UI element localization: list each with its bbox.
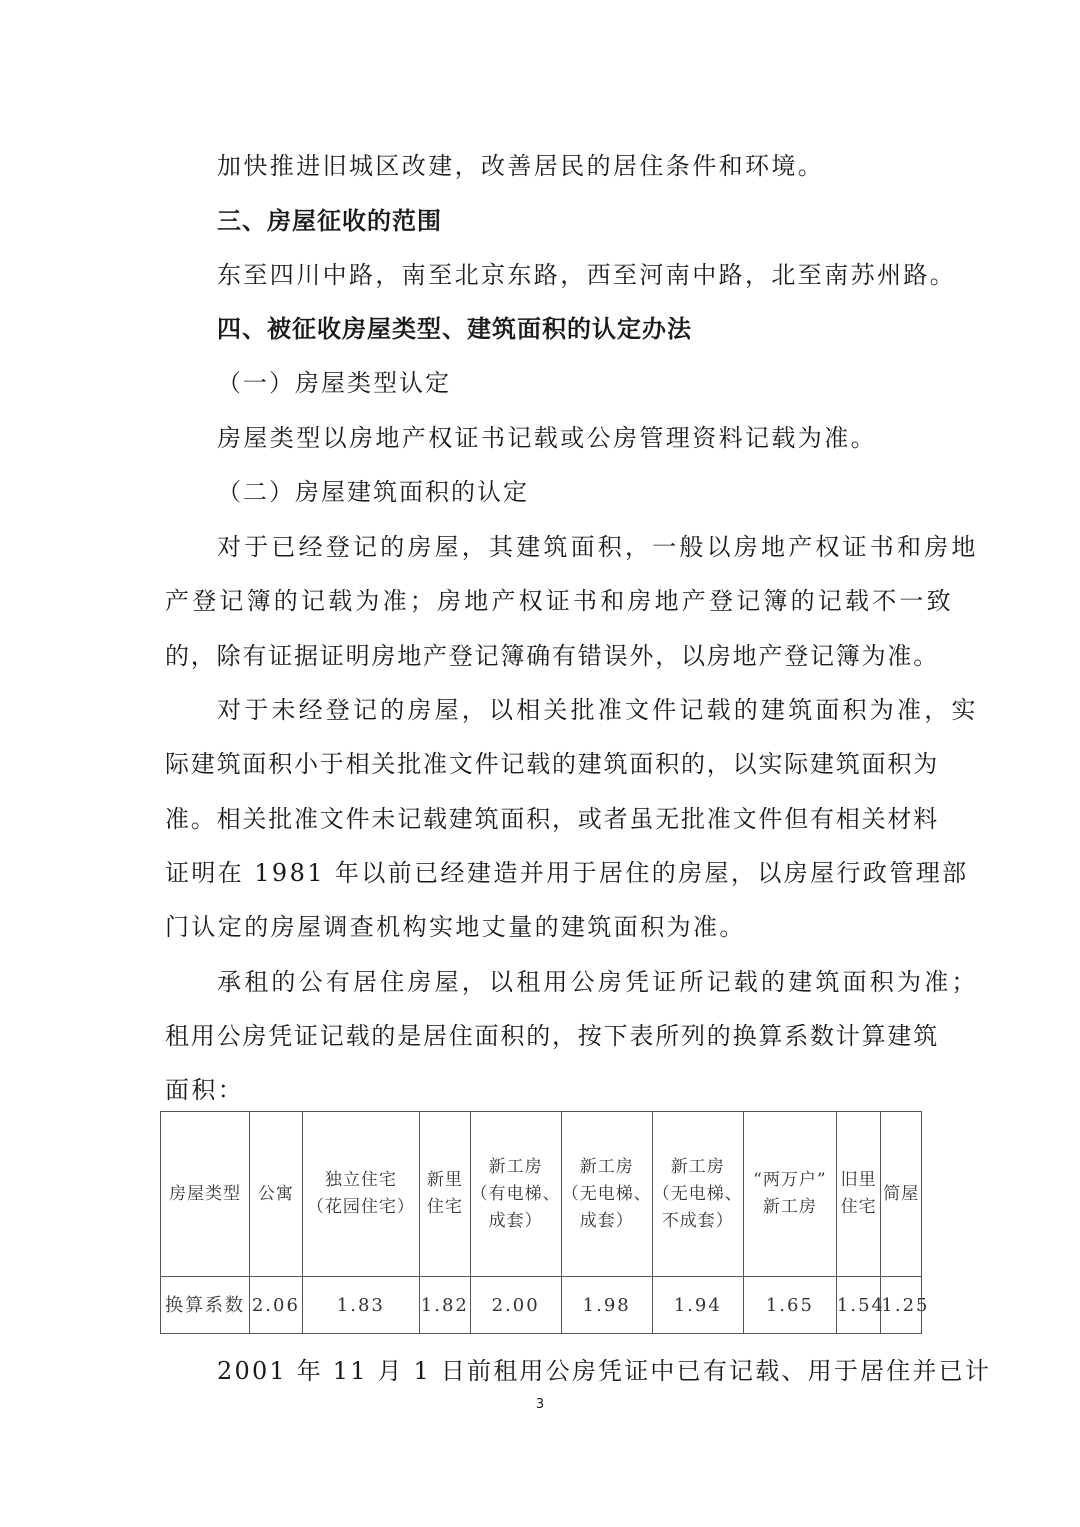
column-header-text: “两万户” — [753, 1170, 827, 1190]
table-cell-coefficient: 1.94 — [652, 1277, 743, 1334]
column-header-text: 新工房 — [670, 1156, 725, 1177]
page-number: 3 — [535, 1397, 545, 1412]
paragraph-registered-line-1: 对于已经登记的房屋，其建筑面积，一般以房地产权证书和房地 — [217, 533, 979, 561]
table-column-header — [881, 1112, 922, 1277]
column-header-text: 住宅 — [426, 1197, 463, 1217]
paragraph-unregistered-line-4: 证明在 1981 年以前已经建造并用于居住的房屋，以房屋行政管理部 — [165, 859, 969, 887]
conversion-coefficient-table — [160, 1111, 930, 1334]
table-cell-coefficient: 1.82 — [420, 1277, 471, 1334]
table-column-header — [652, 1112, 743, 1277]
table-header-row — [161, 1112, 922, 1277]
column-header-text: 住宅 — [840, 1197, 877, 1217]
paragraph-unregistered-line-2: 际建筑面积小于相关批准文件记载的建筑面积的，以实际建筑面积为 — [165, 750, 939, 778]
column-header-text: 独立住宅 — [324, 1170, 397, 1190]
column-header-text: 简屋 — [883, 1183, 920, 1204]
table-cell-coefficient: 1.83 — [302, 1277, 419, 1334]
column-header-text: 旧里 — [840, 1170, 877, 1190]
column-header-text: 新工房 — [579, 1156, 634, 1177]
table-column-header — [250, 1112, 303, 1277]
paragraph-unregistered-line-1: 对于未经登记的房屋，以相关批准文件记载的建筑面积为准，实 — [217, 696, 979, 724]
row-label-housing-type: 房屋类型 — [161, 1112, 250, 1277]
paragraph-public-housing-line-3: 面积： — [165, 1076, 245, 1104]
table-value-row — [161, 1277, 922, 1334]
table-cell-coefficient: 1.98 — [561, 1277, 652, 1334]
paragraph-intro: 加快推进旧城区改建，改善居民的居住条件和环境。 — [217, 152, 825, 180]
subsection-heading-type: （一）房屋类型认定 — [217, 369, 451, 397]
table-cell-coefficient: 1.54 — [836, 1277, 881, 1334]
column-header-text: 新里 — [426, 1170, 463, 1190]
column-header-text: 不成套） — [661, 1210, 734, 1231]
section-heading-scope: 三、房屋征收的范围 — [217, 207, 442, 235]
paragraph-registered-line-2: 产登记簿的记载为准；房地产权证书和房地产登记簿的记载不一致 — [165, 587, 954, 615]
table-column-header — [302, 1112, 419, 1277]
section-heading-criteria: 四、被征收房屋类型、建筑面积的认定办法 — [217, 315, 692, 343]
row-label-coefficient: 换算系数 — [161, 1277, 250, 1334]
paragraph-public-housing-line-1: 承租的公有居住房屋，以租用公房凭证所记载的建筑面积为准； — [217, 968, 979, 996]
column-header-text: （花园住宅） — [306, 1197, 415, 1217]
column-header-text: 新工房 — [762, 1197, 817, 1217]
paragraph-unregistered-line-3: 准。相关批准文件未记载建筑面积，或者虽无批准文件但有相关材料 — [165, 805, 939, 833]
table-column-header — [836, 1112, 881, 1277]
paragraph-public-housing-line-2: 租用公房凭证记载的是居住面积的，按下表所列的换算系数计算建筑 — [165, 1022, 939, 1050]
subsection-heading-area: （二）房屋建筑面积的认定 — [217, 478, 529, 506]
table-column-header — [470, 1112, 561, 1277]
column-header-text: 公寓 — [257, 1183, 294, 1204]
column-header-text: （无电梯、 — [561, 1183, 652, 1204]
paragraph-registered-line-3: 的，除有证据证明房地产登记簿确有错误外，以房地产登记簿为准。 — [165, 642, 939, 670]
column-header-text: （无电梯、 — [652, 1183, 743, 1204]
paragraph-2001-line-1: 2001 年 11 月 1 日前租用公房凭证中已有记载、用于居住并已计 — [217, 1357, 992, 1385]
table-cell-coefficient: 1.65 — [743, 1277, 836, 1334]
column-header-text: 成套） — [488, 1210, 543, 1231]
column-header-text: 成套） — [579, 1210, 634, 1231]
table-cell-coefficient: 2.00 — [470, 1277, 561, 1334]
paragraph-unregistered-line-5: 门认定的房屋调查机构实地丈量的建筑面积为准。 — [165, 913, 746, 941]
paragraph-type: 房屋类型以房地产权证书记载或公房管理资料记载为准。 — [217, 424, 877, 452]
table-column-header — [743, 1112, 836, 1277]
column-header-text: （有电梯、 — [470, 1183, 561, 1204]
table-cell-coefficient: 2.06 — [250, 1277, 303, 1334]
table-column-header — [561, 1112, 652, 1277]
paragraph-scope: 东至四川中路，南至北京东路，西至河南中路，北至南苏州路。 — [217, 261, 957, 289]
table-cell-coefficient: 1.25 — [881, 1277, 922, 1334]
column-header-text: 新工房 — [488, 1156, 543, 1177]
table-column-header — [420, 1112, 471, 1277]
